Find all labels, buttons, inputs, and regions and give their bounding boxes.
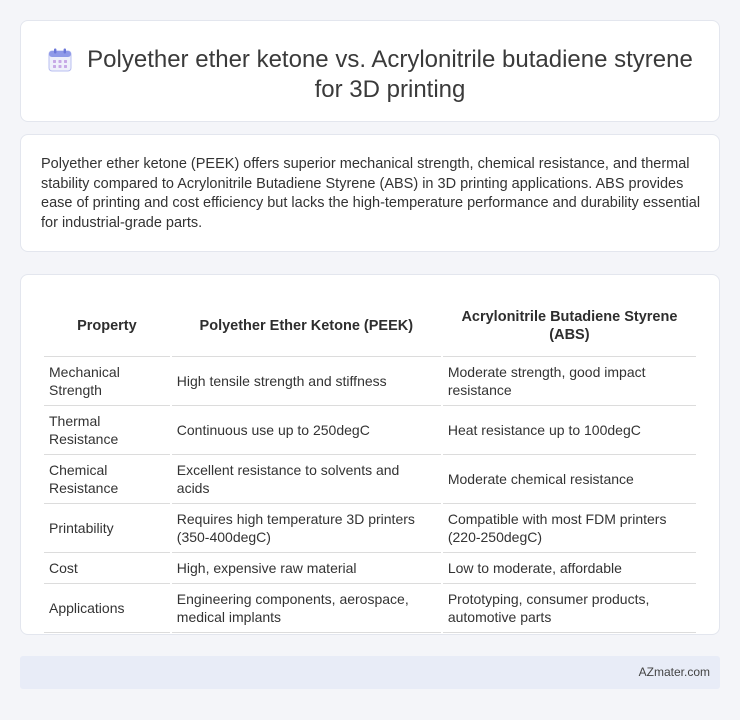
abs-cell: Heat resistance up to 100degC [443, 406, 696, 455]
table-row [44, 504, 696, 553]
header-peek: Polyether Ether Ketone (PEEK) [172, 295, 441, 357]
intro-paragraph: Polyether ether ketone (PEEK) offers superior mechanical strength, chemical resistance, and thermal stability compared to Acrylonitrile Butadiene Styrene (ABS) in 3D printing applications. ABS provides ease of printing and cost efficiency but lacks the high-temperature performance and durability essential for industrial-grade parts. [41, 156, 701, 231]
abs-cell: Moderate strength, good impact resistance [443, 357, 696, 406]
calendar-icon [47, 47, 73, 73]
table-row [44, 357, 696, 406]
property-cell: Thermal Resistance [44, 406, 170, 455]
property-cell: Cost [44, 553, 170, 584]
header-abs: Acrylonitrile Butadiene Styrene (ABS) [443, 295, 696, 357]
abs-cell: Prototyping, consumer products, automotive parts [443, 584, 696, 633]
header-property: Property [44, 295, 170, 357]
table-row [44, 406, 696, 455]
title-card [20, 20, 720, 122]
table-header-row [44, 295, 696, 357]
footer-bar [20, 656, 720, 689]
peek-cell: Excellent resistance to solvents and acids [172, 455, 441, 504]
peek-cell: High tensile strength and stiffness [172, 357, 441, 406]
comparison-table [42, 295, 698, 633]
property-cell: Mechanical Strength [44, 357, 170, 406]
peek-cell: Continuous use up to 250degC [172, 406, 441, 455]
footer-brand[interactable]: AZmater.com [638, 665, 710, 679]
table-row [44, 455, 696, 504]
property-cell: Applications [44, 584, 170, 633]
comparison-card [20, 274, 720, 635]
abs-cell: Compatible with most FDM printers (220-250degC) [443, 504, 696, 553]
table-row [44, 553, 696, 584]
peek-cell: Engineering components, aerospace, medical implants [172, 584, 441, 633]
intro-card [20, 134, 720, 252]
table-row [44, 584, 696, 633]
peek-cell: Requires high temperature 3D printers (350-400degC) [172, 504, 441, 553]
property-cell: Printability [44, 504, 170, 553]
abs-cell: Moderate chemical resistance [443, 455, 696, 504]
peek-cell: High, expensive raw material [172, 553, 441, 584]
abs-cell: Low to moderate, affordable [443, 553, 696, 584]
title-row [47, 45, 697, 105]
property-cell: Chemical Resistance [44, 455, 170, 504]
page-title: Polyether ether ketone vs. Acrylonitrile butadiene styrene for 3D printing [87, 46, 693, 103]
